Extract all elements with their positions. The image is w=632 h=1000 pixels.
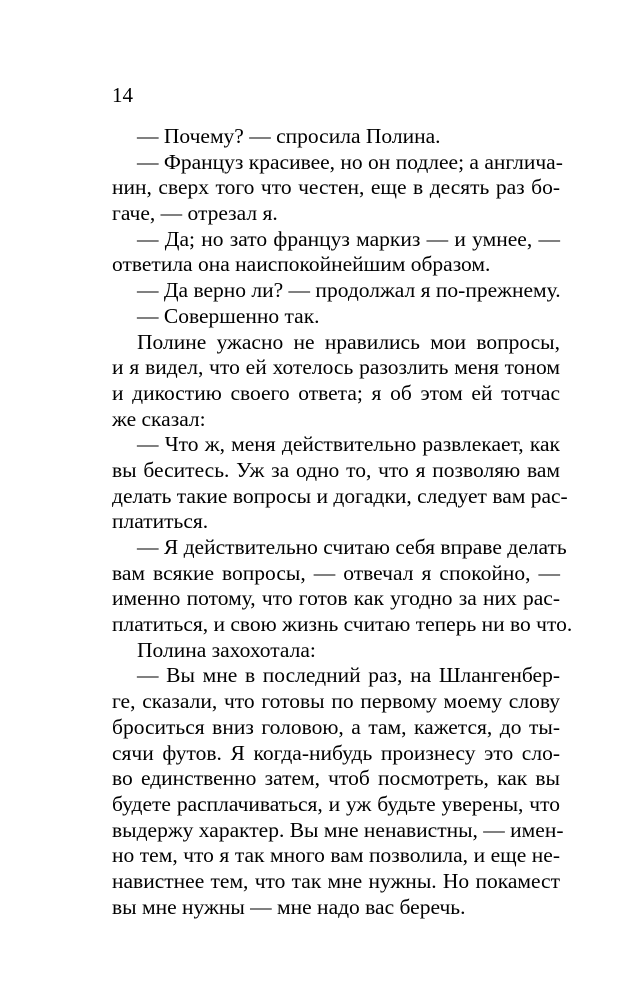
text-line: — Совершенно так. xyxy=(137,303,320,328)
text-line: будете расплачиваться, и уж будьте уверены, что xyxy=(112,791,560,816)
text-line: — Вы мне в последний раз, на Шлангенбер- xyxy=(137,663,560,688)
text-line: нин, сверх того что честен, еще в десять раз бо- xyxy=(112,175,560,200)
text-line: именно потому, что готов как угодно за них рас- xyxy=(112,586,560,611)
text-line: делать такие вопросы и догадки, следует вам рас- xyxy=(112,483,568,508)
text-line: — Да верно ли? — продолжал я по-прежнему. xyxy=(137,278,561,303)
text-line: и дикостию своего ответа; я об этом ей тотчас xyxy=(112,380,560,405)
text-line: ответила она наиспокойнейшим образом. xyxy=(112,252,491,277)
text-line: вам всякие вопросы, — отвечал я спокойно, — xyxy=(112,560,560,585)
text-line: — Да; но зато француз маркиз — и умнее, — xyxy=(137,226,560,251)
text-line: навистнее тем, что так мне нужны. Но покамест xyxy=(112,868,560,893)
text-line: Полина захохотала: xyxy=(137,637,316,662)
text-line: платиться. xyxy=(112,509,209,534)
text-line: же сказал: xyxy=(112,406,206,431)
text-line: выдержу характер. Вы мне ненавистны, — имен- xyxy=(112,817,564,842)
text-line: платиться, и свою жизнь считаю теперь ни во что. xyxy=(112,612,573,637)
body-text xyxy=(112,124,573,920)
text-line: ге, сказали, что готовы по первому моему слову xyxy=(112,689,560,714)
text-line: броситься вниз головою, а там, кажется, до ты- xyxy=(112,714,560,739)
text-line: — Француз красивее, но он подлее; а англича- xyxy=(137,149,563,174)
text-line: во единственно затем, чтоб посмотреть, как вы xyxy=(112,766,560,791)
text-line: вы мне нужны — мне надо вас беречь. xyxy=(112,894,466,919)
text-line: но тем, что я так много вам позволила, и еще не- xyxy=(112,843,560,868)
text-line: и я видел, что ей хотелось разозлить меня тоном xyxy=(112,355,560,380)
text-line: гаче, — отрезал я. xyxy=(112,201,278,226)
text-line: вы беситесь. Уж за одно то, что я позволяю вам xyxy=(112,457,560,482)
text-line: — Я действительно считаю себя вправе делать xyxy=(137,535,567,559)
text-line: сячи футов. Я когда-нибудь произнесу это сло- xyxy=(112,740,560,765)
text-line: Полине ужасно не нравились мои вопросы, xyxy=(137,329,560,354)
text-line: — Почему? — спросила Полина. xyxy=(137,124,441,148)
page-number: 14 xyxy=(112,83,133,107)
text-line: — Что ж, меня действительно развлекает, как xyxy=(137,432,560,457)
